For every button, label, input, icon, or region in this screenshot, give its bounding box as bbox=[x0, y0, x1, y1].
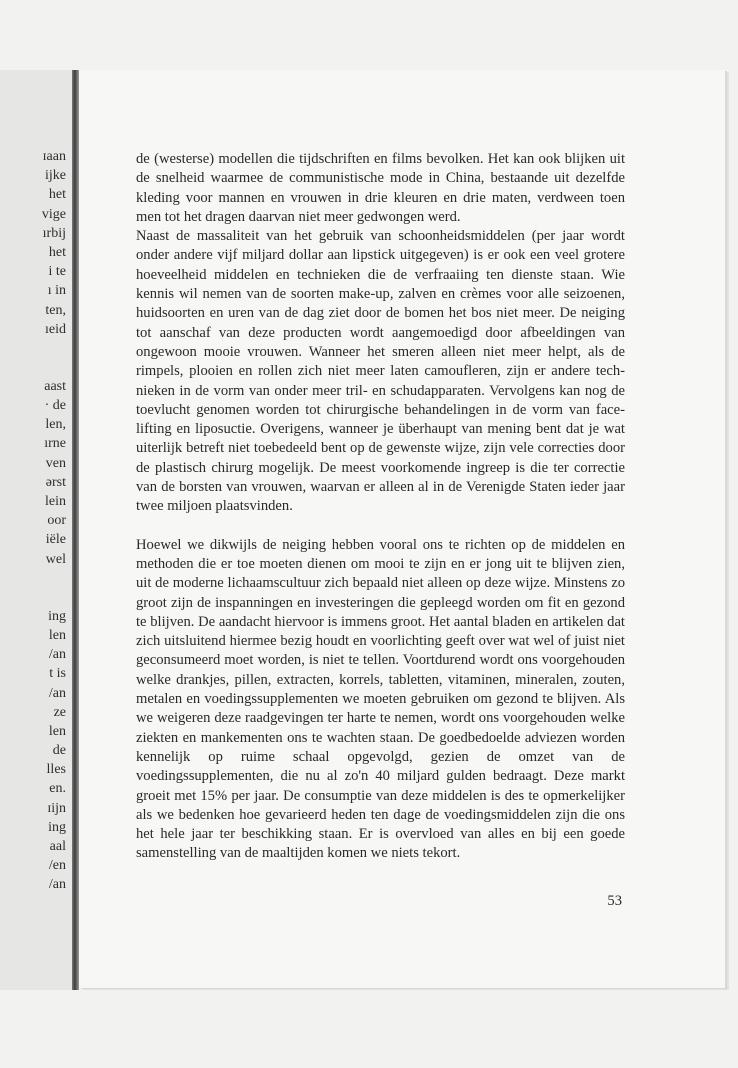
book-gutter bbox=[72, 70, 79, 990]
left-fragment-line: len bbox=[48, 723, 66, 739]
left-fragment-line: t is bbox=[49, 666, 66, 682]
left-fragment-line: /en bbox=[48, 858, 66, 874]
left-fragment-line: de bbox=[52, 743, 66, 759]
left-page-text-fragments bbox=[0, 147, 66, 895]
left-fragment-line: /an bbox=[48, 685, 66, 701]
left-fragment-line: aast bbox=[44, 378, 66, 394]
left-fragment-line: i te bbox=[48, 264, 66, 280]
left-fragment-line: het bbox=[48, 187, 66, 203]
left-fragment-line: ven bbox=[45, 455, 66, 471]
left-fragment-line: iële bbox=[45, 532, 66, 548]
left-fragment-line: en. bbox=[49, 781, 66, 797]
fragment-gap bbox=[0, 569, 66, 607]
left-fragment-line: ırne bbox=[44, 436, 66, 452]
left-fragment-line: lles bbox=[46, 762, 66, 778]
left-fragment-line: ing bbox=[48, 819, 66, 835]
paragraph-1: de (westerse) modellen die tijdschriften en films bevolken. Het kan ook blijken uit de snelheid waarmee de communistische mode in China, bestaande uit dezelfde kleding voor mannen en vrouwen in drie kleuren en drie maten, verdween toen men tot het dragen daarvan niet meer gedwongen werd. bbox=[136, 151, 625, 225]
left-fragment-line: ten, bbox=[45, 302, 66, 318]
left-fragment-line: het bbox=[48, 244, 66, 260]
left-fragment-line: ɪijn bbox=[47, 800, 66, 816]
left-fragment-line: ɪaan bbox=[42, 149, 66, 164]
left-fragment-line: vige bbox=[41, 206, 66, 222]
left-fragment-line: /an bbox=[48, 647, 66, 663]
left-fragment-line: ırbij bbox=[42, 225, 66, 241]
left-fragment-line: len bbox=[48, 627, 66, 643]
body-text bbox=[136, 150, 625, 864]
left-fragment-line: ıeid bbox=[45, 321, 66, 337]
left-fragment-line: /an bbox=[48, 877, 66, 893]
left-fragment-line: aal bbox=[49, 839, 66, 854]
left-fragment-line: len, bbox=[45, 417, 66, 433]
left-fragment-line: wel bbox=[45, 551, 66, 567]
page-number: 53 bbox=[607, 893, 622, 909]
left-fragment-line: ing bbox=[48, 608, 66, 624]
paragraph-2: Naast de massaliteit van het gebruik van schoonheidsmiddelen (per jaar wordt onder andere vijf miljard dollar aan lipstick uitgegeven) is er ook een veel grotere hoeveelheid middelen en technieken die de verfraaiing ten dienste staan. Wie kennis wil nemen van de soorten make-up, zalven en crèmes voor alle seizoenen, huidsoorten en uren van de dag ziet door de bomen het bos niet meer. De neiging tot aanschaf van deze producten wordt aangemoedigd door afbeeldingen van ongewoon mooie vrouwen. Wanneer het smeren alleen niet meer helpt, als de rimpels, plooien en rollen zich niet meer laten camoufleren, zijn er andere technieken in de vorm van onder meer tril- en schudapparaten. Vervolgens kan nog de toevlucht genomen worden tot chirurgische behandelingen in de vorm van face-lifting en liposuctie. Overigens, wanneer je überhaupt van mening bent dat je wat uiterlijk betreft niet toebedeeld bent op de gewenste wijze, zijn vele correcties door de plastisch chirurg mogelijk. De meest voorkomende ingreep is die ter correctie van de borsten van vrouwen, waarvan er alleen al in de Verenigde Staten ieder jaar twee miljoen plaatsvinden. bbox=[136, 228, 625, 515]
left-fragment-line: ijke bbox=[45, 168, 66, 184]
left-fragment-line: ı in bbox=[47, 283, 66, 299]
left-fragment-line: oor bbox=[47, 513, 66, 529]
left-fragment-line: · de bbox=[44, 398, 66, 414]
left-fragment-line: ze bbox=[53, 704, 66, 720]
left-fragment-line: lein bbox=[45, 494, 66, 509]
left-fragment-line: ərst bbox=[45, 474, 66, 490]
paragraph-3: Hoewel we dikwijls de neiging hebben vooral ons te richten op de middelen en methoden die er toe moeten dienen om mooi te zijn en er jong uit te blijven zien, uit de moderne lichaamscultuur zich bepaald niet alleen op deze wijze. Minstens zo groot zijn de inspanningen en investeringen die gepleegd worden om fit en gezond te blijven. De aandacht hiervoor is immens groot. Het aantal bladen en artikelen dat zich uitsluitend hiermee bezig houdt en voorlichting geeft over wat wel of juist niet geconsumeerd moet worden, is niet te tellen. Voortdurend wordt ons voorgehouden welke drankjes, pillen, extracten, korrels, tabletten, vitaminen, mineralen, zouten, metalen en voedingssupplementen we moeten gebruiken om gezond te blijven. Als we weigeren deze raadgevingen ter harte te nemen, wordt ons voorgehouden welke ziekten en mankementen ons te wachten staan. De goedbedoelde adviezen worden kennelijk op ruime schaal opgevolgd, gezien de omzet van de voedingssupplementen, die nu al zo'n 40 miljard gulden bedraagt. Deze markt groeit met 15% per jaar. De consumptie van deze middelen is des te opmerkelijker als we bedenken hoe gevarieerd heden ten dage de voedingsmiddelen zijn die ons het hele jaar ter beschikking staan. Er is overvloed van alles en bij een goede samenstelling van de maaltijden komen we niets tekort. bbox=[136, 536, 625, 862]
fragment-gap bbox=[0, 339, 66, 377]
